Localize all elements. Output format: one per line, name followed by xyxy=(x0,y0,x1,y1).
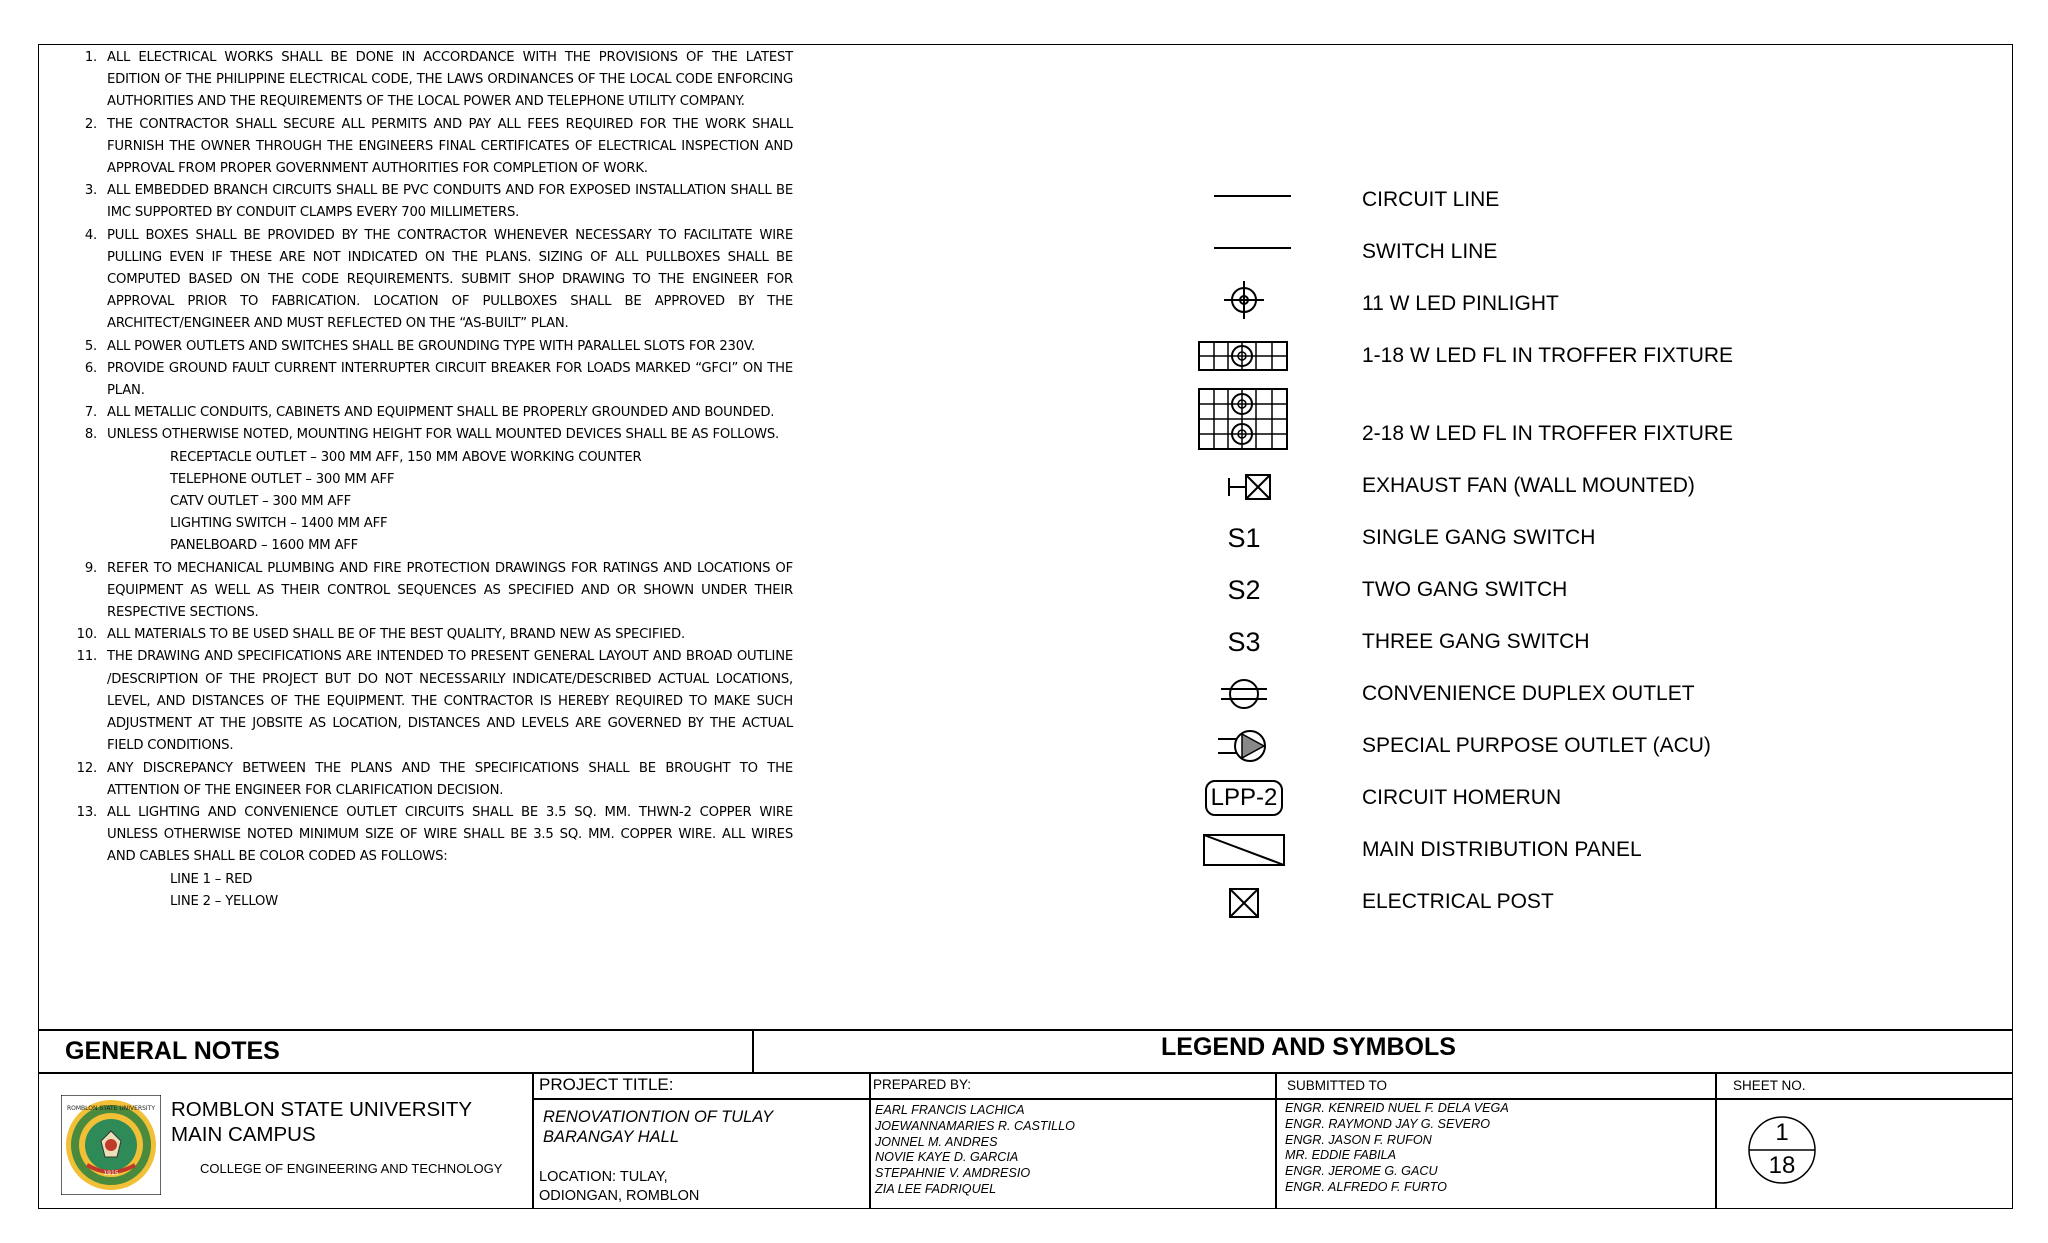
exhaust-fan-icon xyxy=(1189,456,1299,516)
note-item: 3. ALL EMBEDDED BRANCH CIRCUITS SHALL BE PVC CONDUITS AND FOR EXPOSED INSTALLATION SHALL BE IMC SUPPORTED BY CONDUIT CLAMPS EVERY 700 MILLIMETERS. xyxy=(84,183,793,221)
duplex-outlet-icon xyxy=(1189,664,1299,724)
legend-item-main-panel: MAIN DISTRIBUTION PANEL xyxy=(1189,830,1889,870)
project-location: LOCATION: TULAY, ODIONGAN, ROMBLON xyxy=(539,1169,700,1204)
electrical-post-icon xyxy=(1189,872,1299,932)
svg-text:ROMBLON STATE UNIVERSITY: ROMBLON STATE UNIVERSITY xyxy=(66,1105,156,1112)
color-code-item: LINE 1 – RED xyxy=(170,871,253,887)
legend-item-homerun: LPP-2 CIRCUIT HOMERUN xyxy=(1189,778,1889,818)
troffer-single-icon xyxy=(1189,326,1299,386)
pinlight-icon xyxy=(1189,274,1299,334)
mounting-height-item: LIGHTING SWITCH – 1400 MM AFF xyxy=(170,516,388,532)
mounting-height-item: TELEPHONE OUTLET – 300 MM AFF xyxy=(170,471,395,487)
divider xyxy=(39,1029,2012,1031)
homerun-icon: LPP-2 xyxy=(1189,768,1299,828)
sheet-total: 18 xyxy=(1768,1152,1796,1179)
special-outlet-icon xyxy=(1189,716,1299,776)
legend-item-circuit-line: CIRCUIT LINE xyxy=(1189,180,1889,220)
legend-item-single-gang: S1 SINGLE GANG SWITCH xyxy=(1189,518,1889,558)
note-item: 12. ANY DISCREPANCY BETWEEN THE PLANS AND THE SPECIFICATIONS SHALL BE BROUGHT TO THE ATTENTION OF THE ENGINEER FOR CLARIFICATION DECISION. xyxy=(76,760,793,798)
switch-line-icon xyxy=(1189,222,1299,282)
divider xyxy=(532,1072,534,1209)
legend-item-pinlight: 11 W LED PINLIGHT xyxy=(1189,284,1889,324)
three-gang-switch-icon: S3 xyxy=(1227,626,1261,657)
note-item: 1. ALL ELECTRICAL WORKS SHALL BE DONE IN ACCORDANCE WITH THE PROVISIONS OF THE LATEST EDITION OF THE PHILIPPINE ELECTRICAL CODE, THE LAWS ORDINANCES OF THE LOCAL CODE ENFORCING AUTHORITIES AND THE REQUIREMENTS OF THE LOCAL POWER AND TELEPHONE UTILITY COMPANY. xyxy=(84,50,793,110)
sheet-no-label: SHEET NO. xyxy=(1733,1078,1806,1093)
divider xyxy=(1275,1072,1277,1209)
main-panel-icon xyxy=(1189,820,1299,880)
legend-item-duplex-outlet: CONVENIENCE DUPLEX OUTLET xyxy=(1189,674,1889,714)
mounting-height-item: PANELBOARD – 1600 MM AFF xyxy=(170,538,359,554)
drawing-sheet xyxy=(38,44,2013,1209)
divider xyxy=(1715,1072,1717,1209)
note-item: 13. ALL LIGHTING AND CONVENIENCE OUTLET CIRCUITS SHALL BE 3.5 SQ. MM. THWN-2 COPPER WIRE UNLESS OTHERWISE NOTED MINIMUM SIZE OF WIRE SHALL BE 3.5 SQ. MM. COPPER WIRE. ALL WIRES AND CABLES SHALL BE COLOR CODED AS FOLLOWS: xyxy=(76,804,793,865)
circuit-line-icon xyxy=(1189,170,1299,230)
legend-item-switch-line: SWITCH LINE xyxy=(1189,232,1889,272)
note-item: 10. ALL MATERIALS TO BE USED SHALL BE OF THE BEST QUALITY, BRAND NEW AS SPECIFIED. xyxy=(76,627,685,643)
legend-item-special-outlet: SPECIAL PURPOSE OUTLET (ACU) xyxy=(1189,726,1889,766)
note-item: 7. ALL METALLIC CONDUITS, CABINETS AND EQUIPMENT SHALL BE PROPERLY GROUNDED AND BOUNDED. xyxy=(84,405,775,421)
submitted-to-label: SUBMITTED TO xyxy=(1287,1078,1388,1093)
project-title: RENOVATIONTION OF TULAY BARANGAY HALL xyxy=(543,1108,774,1146)
legend-item-electrical-post: ELECTRICAL POST xyxy=(1189,882,1889,922)
note-item: 2. THE CONTRACTOR SHALL SECURE ALL PERMITS AND PAY ALL FEES REQUIRED FOR THE WORK SHALL FURNISH THE OWNER THROUGH THE ENGINEERS FINAL CERTIFICATES OF ELECTRICAL INSPECTION AND APPROVAL FROM PROPER GOVERNMENT AUTHORITIES FOR COMPLETION OF WORK. xyxy=(84,116,793,177)
svg-text:1915: 1915 xyxy=(103,1170,119,1177)
note-item: 8. UNLESS OTHERWISE NOTED, MOUNTING HEIGHT FOR WALL MOUNTED DEVICES SHALL BE AS FOLLOWS. xyxy=(84,427,780,443)
legend-item-exhaust-fan: EXHAUST FAN (WALL MOUNTED) xyxy=(1189,466,1889,506)
prepared-by-names: EARL FRANCIS LACHICA JOEWANNAMARIES R. CASTILLO JONNEL M. ANDRES NOVIE KAYE D. GARCIA STEPAHNIE V. AMDRESIO ZIA LEE FADRIQUEL xyxy=(875,1103,1075,1196)
note-item: 9. REFER TO MECHANICAL PLUMBING AND FIRE PROTECTION DRAWINGS FOR RATINGS AND LOCATIONS OF EQUIPMENT AS WELL AS THEIR CONTROL SEQUENCES AS SPECIFIED AND OR SHOWN UNDER THEIR RESPECTIVE SECTIONS. xyxy=(84,560,793,621)
legend-item-troffer-1: 1-18 W LED FL IN TROFFER FIXTURE xyxy=(1189,336,1889,376)
general-notes-heading: GENERAL NOTES xyxy=(65,1037,280,1065)
note-item: 5. ALL POWER OUTLETS AND SWITCHES SHALL BE GROUNDING TYPE WITH PARALLEL SLOTS FOR 230V. xyxy=(84,338,756,354)
mounting-height-item: RECEPTACLE OUTLET – 300 MM AFF, 150 MM ABOVE WORKING COUNTER xyxy=(170,449,642,465)
mounting-height-item: CATV OUTLET – 300 MM AFF xyxy=(170,494,351,510)
general-notes-list xyxy=(61,47,793,913)
university-seal-logo xyxy=(61,1095,161,1195)
prepared-by-label: PREPARED BY: xyxy=(873,1077,972,1092)
college-name: COLLEGE OF ENGINEERING AND TECHNOLOGY xyxy=(200,1161,503,1176)
single-gang-switch-icon: S1 xyxy=(1227,522,1261,553)
project-title-label: PROJECT TITLE: xyxy=(539,1075,674,1094)
sheet-number: 1 xyxy=(1775,1119,1789,1146)
legend-item-two-gang: S2 TWO GANG SWITCH xyxy=(1189,570,1889,610)
troffer-double-icon xyxy=(1189,380,1299,460)
note-item: 6. PROVIDE GROUND FAULT CURRENT INTERRUPTER CIRCUIT BREAKER FOR LOADS MARKED “GFCI” ON THE PLAN. xyxy=(84,360,793,399)
note-item: 4. PULL BOXES SHALL BE PROVIDED BY THE CONTRACTOR WHENEVER NECESSARY TO FACILITATE WIRE PULLING EVEN IF THESE ARE NOT INDICATED ON THE PLANS. SIZING OF ALL PULLBOXES SHALL BE COMPUTED BASED ON THE CODE REQUIREMENTS. SUBMIT SHOP DRAWING TO THE ENGINEER FOR APPROVAL PRIOR TO FABRICATION. LOCATION OF PULLBOXES SHALL BE APPROVED BY THE ARCHITECT/ENGINEER AND MUST REFLECTED ON THE “AS-BUILT” PLAN. xyxy=(84,227,793,332)
legend-item-three-gang: S3 THREE GANG SWITCH xyxy=(1189,622,1889,662)
divider xyxy=(532,1098,2012,1100)
legend-heading: LEGEND AND SYMBOLS xyxy=(1161,1033,1456,1061)
divider xyxy=(752,1029,754,1073)
note-item: 11. THE DRAWING AND SPECIFICATIONS ARE INTENDED TO PRESENT GENERAL LAYOUT AND BROAD OUTLINE /DESCRIPTION OF THE PROJECT BUT DO NOT NECESSARILY INDICATE/DESCRIBED ACTUAL LOCATIONS, LEVEL, AND DISTANCES OF THE EQUIPMENT. THE CONTRACTOR IS HEREBY REQUIRED TO MAKE SUCH ADJUSTMENT AT THE JOBSITE AS LOCATION, DISTANCES AND LEVELS ARE GOVERNED BY THE ACTUAL FIELD CONDITIONS. xyxy=(76,649,793,754)
two-gang-switch-icon: S2 xyxy=(1227,574,1261,605)
divider xyxy=(869,1072,871,1209)
color-code-item: LINE 2 – YELLOW xyxy=(170,893,279,909)
legend-item-troffer-2: 2-18 W LED FL IN TROFFER FIXTURE xyxy=(1189,414,1889,454)
sheet-number-badge xyxy=(1747,1115,1817,1185)
university-name: ROMBLON STATE UNIVERSITY MAIN CAMPUS xyxy=(171,1098,473,1146)
submitted-to-names: ENGR. KENREID NUEL F. DELA VEGA ENGR. RAYMOND JAY G. SEVERO ENGR. JASON F. RUFON MR. EDDIE FABILA ENGR. JEROME G. GACU ENGR. ALFREDO F. FURTO xyxy=(1285,1101,1509,1194)
